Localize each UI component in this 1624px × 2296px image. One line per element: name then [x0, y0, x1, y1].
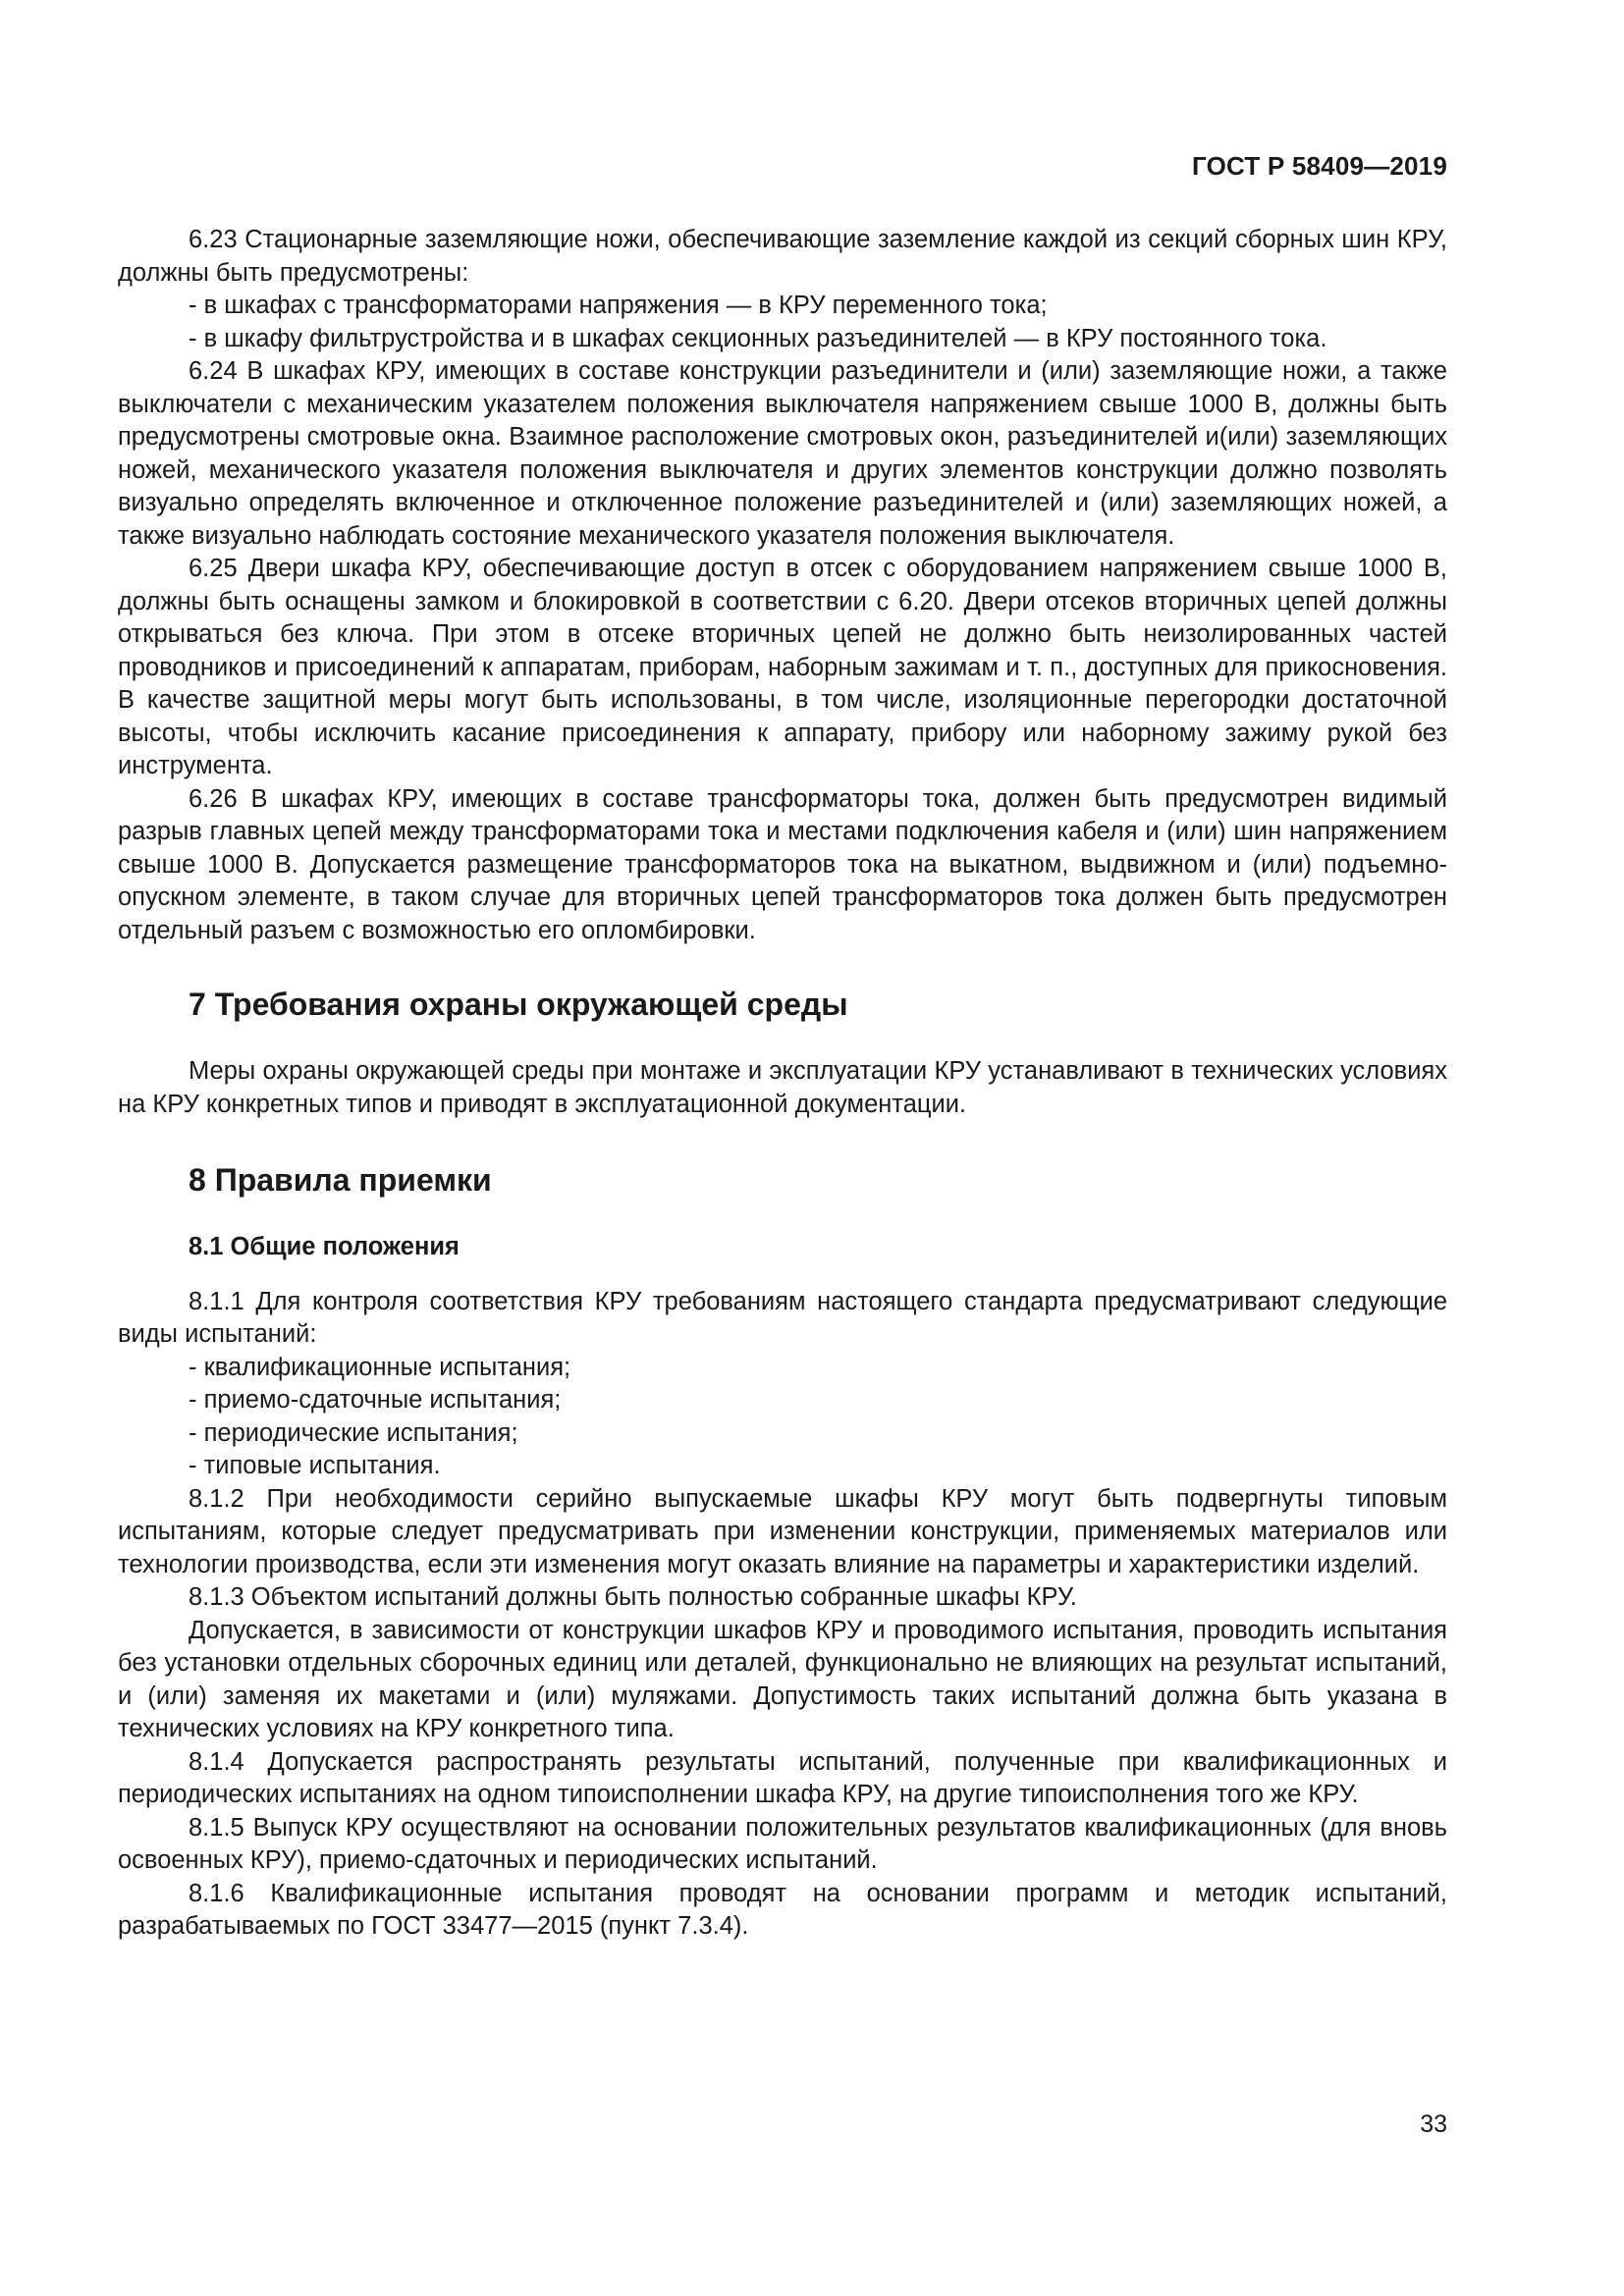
paragraph-8-1-5: 8.1.5 Выпуск КРУ осуществляют на основании положительных результатов квалификационных (для вновь освоенных КРУ), приемо-сдаточных и периодических испытаний. [118, 1813, 1447, 1874]
list-item: - в шкафах с трансформаторами напряжения — в КРУ переменного тока; [189, 292, 1048, 319]
paragraph-8-1-3: 8.1.3 Объектом испытаний должны быть полностью собранные шкафы КРУ. [189, 1583, 1077, 1611]
subsection-8-1-heading: 8.1 Общие положения [189, 1233, 460, 1260]
list-item: - приемо-сдаточные испытания; [189, 1386, 562, 1414]
paragraph-8-1-3-continuation: Допускается, в зависимости от конструкции шкафов КРУ и проводимого испытания, проводить испытания без установки отдельных сборочных единиц или деталей, функционально не влияющих на результат испытаний, и (или) заменяя их макетами и (или) муляжами. Допустимость таких испытаний должна быть указана в технических условиях на КРУ конкретного типа. [118, 1616, 1447, 1742]
paragraph-6-25: 6.25 Двери шкафа КРУ, обеспечивающие доступ в отсек с оборудованием напряжением свыше 1000 В, должны быть оснащены замком и блокировкой в соответствии с 6.20. Двери отсеков вторичных цепей должны открываться без ключа. При этом в отсеке вторичных цепей не должно быть неизолированных частей проводников и присоединений к аппаратам, приборам, наборным зажимам и т. п., доступных для прикосновения. В качестве защитной меры могут быть использованы, в том числе, изоляционные перегородки достаточной высоты, чтобы исключить касание присоединения к аппарату, прибору или наборному зажиму рукой без инструмента. [118, 555, 1447, 779]
list-item: - типовые испытания. [189, 1452, 441, 1479]
list-item: - в шкафу фильтрустройства и в шкафах секционных разъединителей — в КРУ постоянного тока. [189, 324, 1327, 352]
paragraph-8-1-1: 8.1.1 Для контроля соответствия КРУ требованиям настоящего стандарта предусматривают следующие виды испытаний: [118, 1287, 1447, 1348]
list-item: - периодические испытания; [189, 1418, 518, 1447]
section-8-heading: 8 Правила приемки [189, 1162, 492, 1198]
paragraph-8-1-4: 8.1.4 Допускается распространять результаты испытаний, полученные при квалификационных и периодических испытаниях на одном типоисполнении шкафа КРУ, на другие типоисполнения того же КРУ. [118, 1747, 1447, 1808]
paragraph-6-26: 6.26 В шкафах КРУ, имеющих в составе трансформаторы тока, должен быть предусмотрен видимый разрыв главных цепей между трансформаторами тока и местами подключения кабеля и (или) шин напряжением свыше 1000 В. Допускается размещение трансформаторов тока на выкатном, выдвижном и (или) подъемно-опускном элементе, в таком случае для вторичных цепей трансформаторов тока должен быть предусмотрен отдельный разъем с возможностью его опломбировки. [118, 784, 1447, 944]
paragraph-6-23: 6.23 Стационарные заземляющие ножи, обеспечивающие заземление каждой из секций сборных шин КРУ, должны быть предусмотрены: [118, 226, 1447, 287]
paragraph-8-1-2: 8.1.2 При необходимости серийно выпускаемые шкафы КРУ могут быть подвергнуты типовым испытаниям, которые следует предусматривать при изменении конструкции, применяемых материалов или технологии производства, если эти изменения могут оказать влияние на параметры и характеристики изделий. [118, 1484, 1447, 1578]
paragraph-7: Меры охраны окружающей среды при монтаже и эксплуатации КРУ устанавливают в технических условиях на КРУ конкретных типов и приводят в эксплуатационной документации. [118, 1057, 1447, 1118]
document-body [118, 224, 1447, 1944]
paragraph-8-1-6: 8.1.6 Квалификационные испытания проводят на основании программ и методик испытаний, разрабатываемых по ГОСТ 33477—2015 (пункт 7.3.4). [118, 1879, 1447, 1940]
document-code-header: ГОСТ Р 58409—2019 [1192, 151, 1447, 181]
paragraph-6-24: 6.24 В шкафах КРУ, имеющих в составе конструкции разъединители и (или) заземляющие ножи, а также выключатели с механическим указателем положения выключателя напряжением свыше 1000 В, должны быть предусмотрены смотровые окна. Взаимное расположение смотровых окон, разъединителей и(или) заземляющих ножей, механического указателя положения выключателя и других элементов конструкции должно позволять визуально определять включенное и отключенное положение разъединителей и (или) заземляющих ножей, а также визуально наблюдать состояние механического указателя положения выключателя. [118, 357, 1447, 550]
section-7-heading: 7 Требования охраны окружающей среды [189, 987, 848, 1022]
list-item: - квалификационные испытания; [189, 1353, 571, 1381]
page-number: 33 [1420, 2110, 1447, 2138]
